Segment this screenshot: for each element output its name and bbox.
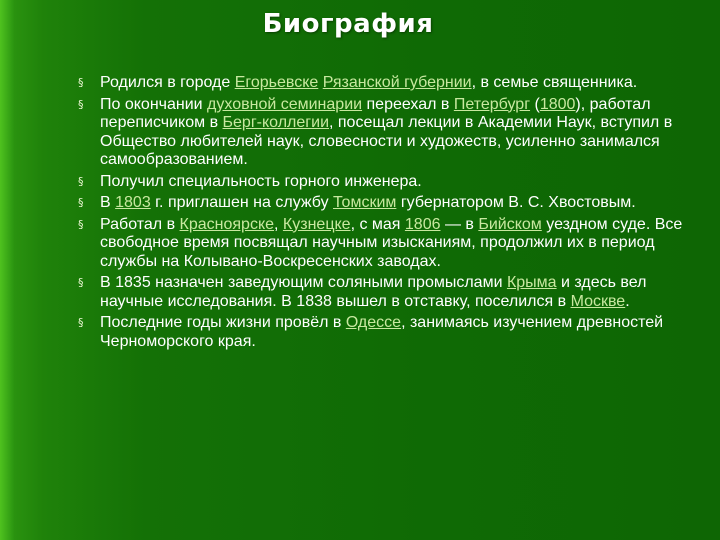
hyperlink[interactable]: Егорьевске	[234, 74, 319, 91]
hyperlink[interactable]: Рязанской губернии	[322, 74, 472, 91]
bio-list-item	[78, 274, 698, 311]
hyperlink[interactable]: Красноярске	[179, 215, 275, 233]
item-text: , занимаясь изучением древностей Черноморского края.	[100, 314, 664, 350]
hyperlink[interactable]: духовной семинарии	[207, 95, 363, 113]
item-text: , с мая	[350, 215, 405, 233]
item-text: Родился в городе	[100, 74, 235, 91]
hyperlink[interactable]: Томским	[333, 194, 397, 211]
slide-title	[0, 9, 720, 39]
bullet-icon: §	[78, 217, 84, 231]
item-text: В	[100, 194, 116, 211]
hyperlink[interactable]: Петербург	[453, 95, 531, 113]
item-text: губернатором В. С. Хвостовым.	[396, 194, 636, 211]
item-text: и здесь вел научные исследования. В 1838 вышел в отставку, поселился в	[100, 274, 647, 310]
hyperlink[interactable]: Одессе	[345, 314, 402, 331]
item-text: переехал в	[362, 95, 454, 113]
bio-list-item	[78, 173, 698, 192]
slide-title-text: Биография	[262, 9, 434, 39]
bio-list-item	[78, 314, 698, 351]
bio-list-item	[78, 216, 698, 272]
bullet-icon: §	[78, 276, 84, 289]
item-text: Последние годы жизни провёл в	[100, 314, 346, 331]
bullet-icon: §	[78, 97, 84, 111]
bullet-icon: §	[78, 174, 84, 188]
item-text: — в	[440, 215, 479, 233]
hyperlink[interactable]: Крыма	[506, 274, 557, 291]
hyperlink[interactable]: 1806	[404, 215, 441, 233]
bullet-icon: §	[78, 316, 84, 329]
hyperlink[interactable]: 1800	[539, 95, 576, 113]
item-text: ,	[274, 215, 283, 233]
item-text: г. приглашен на службу	[150, 194, 334, 211]
item-text: По окончании	[100, 95, 208, 113]
item-text: Работал в	[100, 215, 180, 233]
slide-left-edge	[0, 0, 14, 540]
hyperlink[interactable]: Москве	[570, 292, 626, 310]
bio-list-item	[78, 96, 698, 170]
bullet-icon: §	[78, 76, 84, 89]
item-text: , в семье священника.	[471, 74, 638, 91]
hyperlink[interactable]: Бийском	[478, 215, 542, 233]
item-text: ), работал переписчиком в	[100, 95, 651, 131]
bio-list-item	[78, 194, 698, 213]
item-text: Получил специальность горного инженера.	[100, 172, 422, 190]
item-text: уездном суде. Все свободное время посвящал научным изысканиям, продолжил их в период службы на Колывано-Воскресенских заводах.	[100, 215, 683, 270]
bullet-icon: §	[78, 196, 84, 209]
bio-list-item	[78, 74, 698, 93]
hyperlink[interactable]: Кузнецке	[282, 215, 351, 233]
item-text: В 1835 назначен заведующим соляными промыслами	[100, 274, 507, 291]
hyperlink[interactable]: Берг-коллегии	[222, 114, 329, 131]
item-text: (	[530, 95, 540, 113]
item-text: , посещал лекции в Академии Наук, вступил в Общество любителей наук, словесности и художеств, усиленно занимался самообразованием.	[100, 114, 673, 168]
item-text: .	[625, 292, 630, 310]
hyperlink[interactable]: 1803	[115, 194, 151, 211]
biography-bullet-list	[78, 74, 698, 354]
